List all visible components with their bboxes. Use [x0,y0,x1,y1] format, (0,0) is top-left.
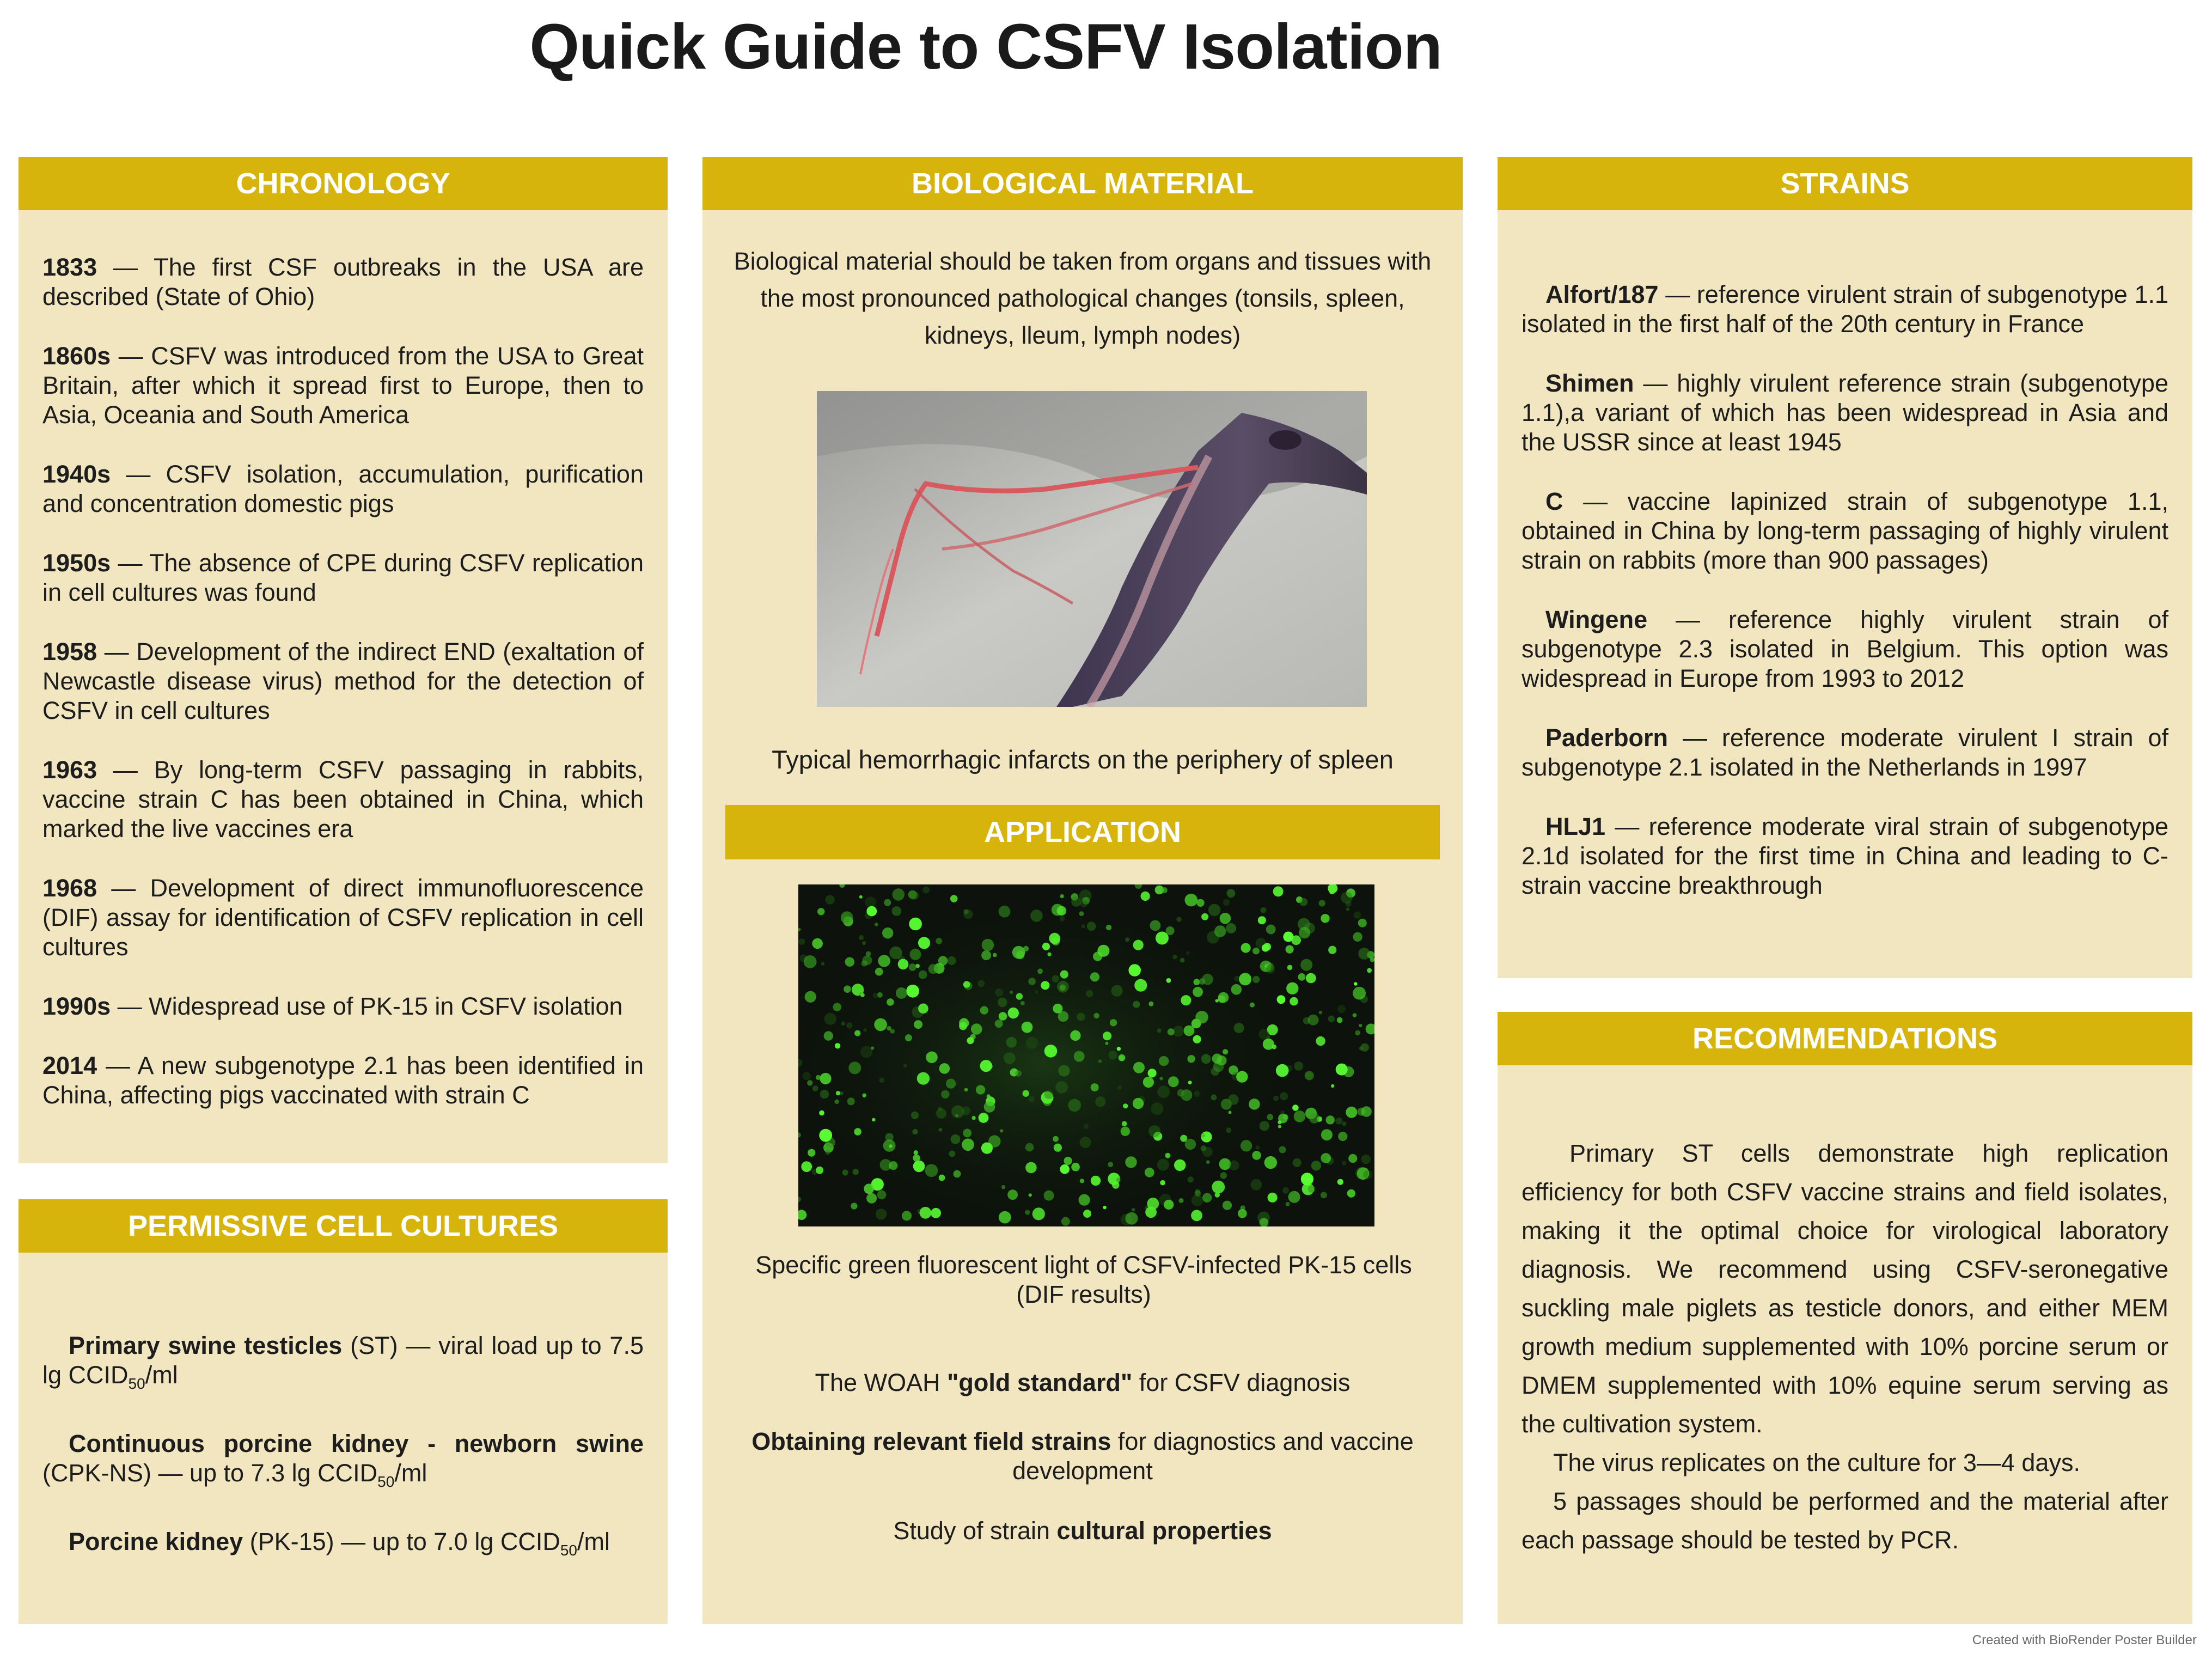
chronology-item [42,637,644,725]
chronology-header: CHRONOLOGY [19,157,668,210]
cultures-list [42,1331,644,1596]
chronology-text: — CSFV was introduced from the USA to Great Britain, after which it spread first to Europe, then to Asia, Oceania and South America [42,342,644,429]
strain-item [1521,369,2168,457]
application-line-2: Obtaining relevant field strains for diagnostics and vaccine development [751,1427,1414,1485]
chronology-year: 1963 [42,756,97,784]
spleen-photo [817,391,1367,707]
strain-name: Alfort/187 [1545,280,1659,308]
culture-subscript: 50 [377,1473,395,1490]
chronology-item [42,253,644,312]
strain-item [1521,723,2168,782]
strain-text: — vaccine lapinized strain of subgenotype 1.1, obtained in China by long-term passaging of highly virulent strain on rabbits (more than 900 passages) [1521,487,2168,574]
application-header: APPLICATION [725,805,1440,859]
culture-load: (PK-15) — up to 7.0 lg CCID [243,1528,560,1555]
strain-name: HLJ1 [1545,813,1606,840]
chronology-year: 1860s [42,342,111,370]
chronology-item [42,874,644,962]
application-line-1: The WOAH "gold standard" for CSFV diagnosis [815,1369,1351,1396]
spleen-caption: Typical hemorrhagic infarcts on the periphery of spleen [772,745,1394,774]
chronology-text: — A new subgenotype 2.1 has been identified in China, affecting pigs vaccinated with strain C [42,1052,644,1109]
chronology-item [42,460,644,518]
culture-subscript: 50 [128,1375,145,1392]
recommendations-header: RECOMMENDATIONS [1498,1012,2192,1065]
recommendations-paragraph-3: 5 passages should be performed and the material after each passage should be tested by PCR. [1521,1487,2168,1554]
chronology-item [42,548,644,607]
chronology-text: — Development of direct immunofluorescence (DIF) assay for identification of CSFV replication in cell cultures [42,874,644,961]
strain-item [1521,487,2168,575]
strain-name: C [1545,487,1563,515]
culture-name: Primary swine testicles [69,1332,343,1359]
strains-list [1521,280,2168,930]
chronology-text: — Development of the indirect END (exaltation of Newcastle disease virus) method for the detection of CSFV in cell cultures [42,638,644,724]
chronology-text: — The absence of CPE during CSFV replication in cell cultures was found [42,549,644,606]
chronology-item [42,992,644,1021]
recommendations-paragraph-2: The virus replicates on the culture for 3—4 days. [1553,1449,2080,1476]
strains-header: STRAINS [1498,157,2192,210]
culture-unit: /ml [145,1361,178,1389]
chronology-year: 2014 [42,1052,97,1079]
biological-text: Biological material should be taken from organs and tissues with the most pronounced pathological changes (tonsils, spleen, kidneys, lleum, lymph nodes) [734,247,1432,349]
culture-item [42,1331,644,1399]
chronology-list [42,253,644,1140]
recommendations-text [1521,1134,2168,1559]
footer-credit: Created with BioRender Poster Builder [1972,1633,2197,1647]
culture-item [42,1527,644,1565]
fluorescence-photo [798,884,1374,1226]
poster-title: Quick Guide to CSFV Isolation [529,11,1442,83]
strain-item [1521,605,2168,693]
chronology-year: 1950s [42,549,111,577]
chronology-text: — By long-term CSFV passaging in rabbits, vaccine strain C has been obtained in China, which marked the live vaccines era [42,756,644,843]
strain-text: — reference virulent strain of subgenotype 1.1 isolated in the first half of the 20th century in France [1521,280,2168,338]
chronology-year: 1833 [42,253,97,281]
chronology-text: — Widespread use of PK-15 in CSFV isolation [111,992,623,1020]
chronology-item [42,755,644,844]
strain-text: — reference moderate virulent I strain of subgenotype 2.1 isolated in the Netherlands in 1997 [1521,724,2168,781]
culture-name: Porcine kidney [69,1528,243,1555]
culture-item [42,1429,644,1497]
culture-unit: /ml [394,1459,427,1487]
chronology-year: 1958 [42,638,97,666]
biological-header: BIOLOGICAL MATERIAL [702,157,1463,210]
strain-name: Paderborn [1545,724,1669,752]
chronology-year: 1990s [42,992,111,1020]
strain-text: — reference moderate viral strain of subgenotype 2.1d isolated for the first time in China and leading to C-strain vaccine breakthrough [1521,813,2168,899]
chronology-text: — CSFV isolation, accumulation, purification and concentration domestic pigs [42,460,644,517]
culture-name: Continuous porcine kidney - newborn swine [69,1430,644,1457]
culture-load: (CPK-NS) — up to 7.3 lg CCID [42,1459,378,1487]
strain-item [1521,280,2168,339]
strain-name: Wingene [1545,606,1648,633]
strain-item [1521,812,2168,900]
culture-load: (ST) — viral load up to 7.5 lg CCID [42,1332,644,1389]
culture-subscript: 50 [560,1542,577,1559]
chronology-item [42,1051,644,1110]
application-line-3: Study of strain cultural properties [893,1517,1272,1545]
chronology-text: — The first CSF outbreaks in the USA are described (State of Ohio) [42,253,644,310]
cultures-header: PERMISSIVE CELL CULTURES [19,1199,668,1253]
chronology-year: 1968 [42,874,97,902]
strain-name: Shimen [1545,369,1634,397]
chronology-item [42,341,644,430]
culture-unit: /ml [577,1528,610,1555]
recommendations-paragraph-1: Primary ST cells demonstrate high replication efficiency for both CSFV vaccine strains and field isolates, making it the optimal choice for virological laboratory diagnosis. We recommend using CSFV-seronegative suckling male piglets as testicle donors, and either MEM growth medium supplemented with 10% porcine serum or DMEM supplemented with 10% equine serum serving as the cultivation system. [1521,1139,2168,1438]
strain-text: — reference highly virulent strain of subgenotype 2.3 isolated in Belgium. This option was widespread in Europe from 1993 to 2012 [1521,606,2168,692]
chronology-year: 1940s [42,460,111,488]
fluorescence-caption: Specific green fluorescent light of CSFV-infected PK-15 cells (DIF results) [755,1251,1412,1308]
strain-text: — highly virulent reference strain (subgenotype 1.1),a variant of which has been widespread in Asia and the USSR since at least 1945 [1521,369,2168,456]
